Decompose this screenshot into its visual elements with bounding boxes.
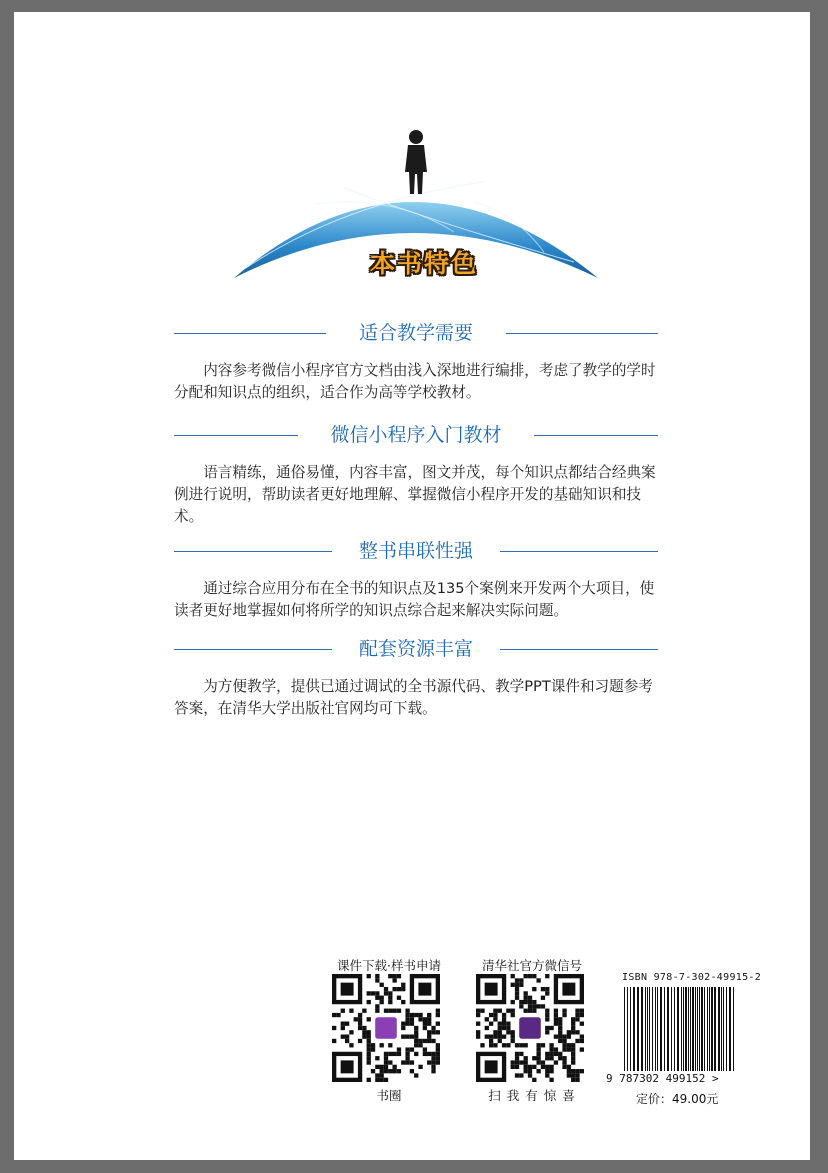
section-heading-4: [174, 634, 658, 664]
back-cover: [14, 12, 810, 1160]
section-title: 适合教学需要: [358, 322, 473, 344]
section-heading-1: [174, 318, 658, 348]
section-title: 微信小程序入门教材: [330, 424, 502, 446]
qr-center-logo-icon: [375, 1017, 397, 1039]
qr-code-left[interactable]: [332, 974, 440, 1082]
section-heading-3: [174, 536, 658, 566]
barcode-number: 9 787302 499152 >: [606, 1072, 719, 1085]
section-body-3: 通过综合应用分布在全书的知识点及135个案例来开发两个大项目，使读者更好地掌握如何将所学的知识点综合起来解决实际问题。: [174, 580, 655, 619]
qr-right-top-caption: 清华社官方微信号: [481, 958, 582, 973]
section-body-4: 为方便教学，提供已通过调试的全书源代码、教学PPT课件和习题参考答案，在清华大学出版社官网均可下载。: [174, 678, 653, 717]
person-silhouette-icon: [405, 130, 427, 194]
section-title: 整书串联性强: [358, 540, 473, 562]
price-label: 定价：49.00元: [636, 1092, 719, 1106]
section-title: 配套资源丰富: [358, 638, 473, 660]
isbn-label: ISBN 978-7-302-49915-2: [622, 972, 762, 983]
qr-left-bottom-caption: 书圈: [376, 1088, 402, 1103]
qr-center-logo-icon: [519, 1017, 541, 1039]
qr-right-bottom-caption: 扫 我 有 惊 喜: [488, 1088, 576, 1103]
banner-title: 本书特色: [369, 249, 478, 278]
section-body-1: 内容参考微信小程序官方文档由浅入深地进行编排，考虑了教学的学时分配和知识点的组织，适合作为高等学校教材。: [174, 362, 656, 401]
section-body-2: 语言精练，通俗易懂，内容丰富，图文并茂，每个知识点都结合经典案例进行说明，帮助读者更好地理解、掌握微信小程序开发的基础知识和技术。: [174, 464, 656, 525]
qr-code-right[interactable]: [476, 974, 584, 1082]
qr-left-top-caption: 课件下载·样书申请: [337, 958, 441, 973]
section-heading-2: [174, 420, 658, 450]
barcode: [622, 987, 738, 1071]
